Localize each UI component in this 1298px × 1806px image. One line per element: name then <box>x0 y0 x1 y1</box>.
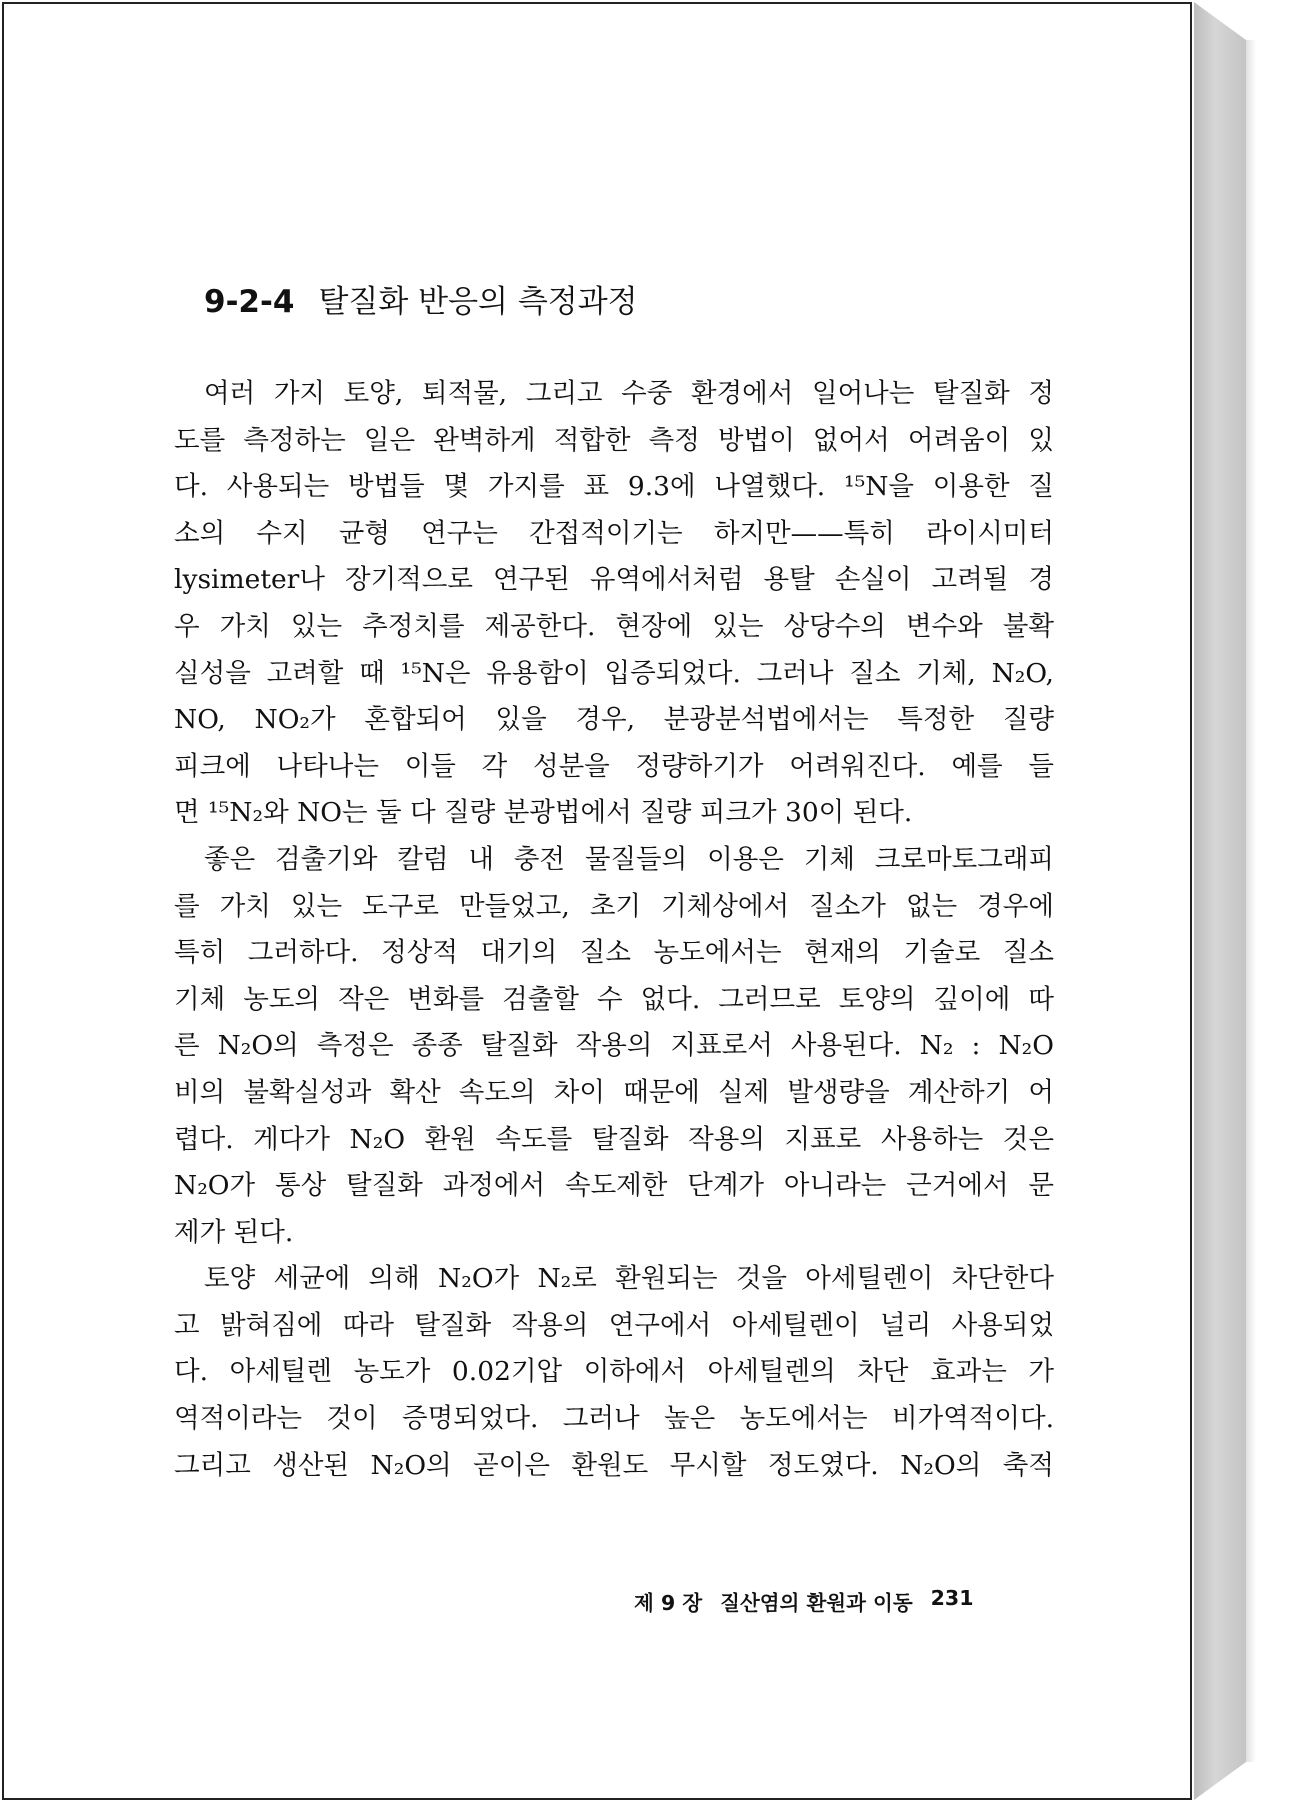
text-line: N₂O가 통상 탈질화 과정에서 속도제한 단계가 아니라는 근거에서 문 <box>174 1170 1054 1202</box>
text-line: 기체 농도의 작은 변화를 검출할 수 없다. 그러므로 토양의 깊이에 따 <box>174 983 1054 1015</box>
section-heading <box>204 276 638 321</box>
page-number: 231 <box>930 1586 974 1610</box>
text-line: 특히 그러하다. 정상적 대기의 질소 농도에서는 현재의 기술로 질소 <box>174 937 1054 969</box>
text-line: 토양 세균에 의해 N₂O가 N₂로 환원되는 것을 아세틸렌이 차단한다 <box>204 1263 1054 1295</box>
text-line: 제가 된다. <box>174 1216 294 1248</box>
section-number: 9-2-4 <box>204 284 295 320</box>
text-line: 면 ¹⁵N₂와 NO는 둘 다 질량 분광법에서 질량 피크가 30이 된다. <box>174 797 913 829</box>
text-line: 고 밝혀짐에 따라 탈질화 작용의 연구에서 아세틸렌이 널리 사용되었 <box>174 1309 1054 1341</box>
book-edge <box>1194 2 1246 1800</box>
text-line: 렵다. 게다가 N₂O 환원 속도를 탈질화 작용의 지표로 사용하는 것은 <box>174 1123 1054 1155</box>
text-line: 우 가치 있는 추정치를 제공한다. 현장에 있는 상당수의 변수와 불확 <box>174 610 1054 642</box>
text-line: 좋은 검출기와 칼럼 내 충전 물질들의 이용은 기체 크로마토그래피 <box>204 843 1054 875</box>
body-text <box>174 371 1054 1489</box>
book-shadow <box>1246 40 1256 1762</box>
text-line: lysimeter나 장기적으로 연구된 유역에서처럼 용탈 손실이 고려될 경 <box>174 564 1054 596</box>
text-line: NO, NO₂가 혼합되어 있을 경우, 분광분석법에서는 특정한 질량 <box>174 704 1054 736</box>
text-line: 른 N₂O의 측정은 종종 탈질화 작용의 지표로서 사용된다. N₂ : N₂O <box>174 1030 1054 1062</box>
chapter-label: 제 9 장 <box>634 1591 703 1615</box>
text-line: 비의 불확실성과 확산 속도의 차이 때문에 실제 발생량을 계산하기 어 <box>174 1076 1054 1108</box>
text-line: 다. 사용되는 방법들 몇 가지를 표 9.3에 나열했다. ¹⁵N을 이용한 질 <box>174 471 1054 503</box>
text-line: 를 가치 있는 도구로 만들었고, 초기 기체상에서 질소가 없는 경우에 <box>174 890 1054 922</box>
text-line: 역적이라는 것이 증명되었다. 그러나 높은 농도에서는 비가역적이다. <box>174 1403 1054 1435</box>
text-line: 실성을 고려할 때 ¹⁵N은 유용함이 입증되었다. 그러나 질소 기체, N₂O, <box>174 657 1054 689</box>
text-line: 소의 수지 균형 연구는 간접적이기는 하지만——특히 라이시미터 <box>174 517 1054 549</box>
book-page <box>2 2 1192 1800</box>
page-footer <box>634 1586 1024 1616</box>
text-line: 그리고 생산된 N₂O의 곧이은 환원도 무시할 정도였다. N₂O의 축적 <box>174 1449 1054 1481</box>
text-line: 피크에 나타나는 이들 각 성분을 정량하기가 어려워진다. 예를 들 <box>174 750 1054 782</box>
text-line: 도를 측정하는 일은 완벽하게 적합한 측정 방법이 없어서 어려움이 있 <box>174 424 1054 456</box>
section-title: 탈질화 반응의 측정과정 <box>318 284 638 320</box>
chapter-title: 질산염의 환원과 이동 <box>720 1591 913 1615</box>
text-line: 다. 아세틸렌 농도가 0.02기압 이하에서 아세틸렌의 차단 효과는 가 <box>174 1356 1054 1388</box>
text-line: 여러 가지 토양, 퇴적물, 그리고 수중 환경에서 일어나는 탈질화 정 <box>204 378 1054 409</box>
